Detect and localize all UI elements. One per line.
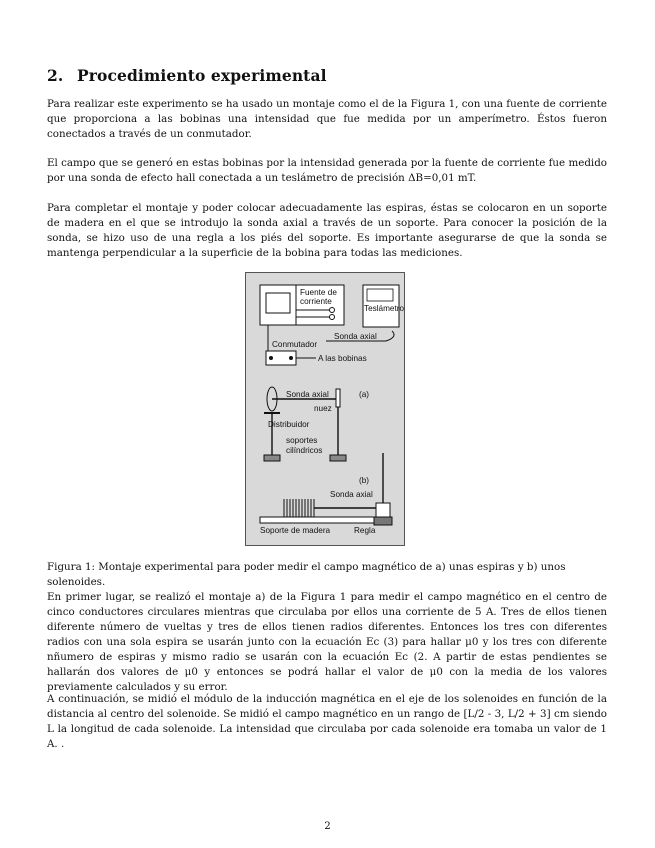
label-nuez: nuez	[314, 404, 332, 413]
paragraph-1: Para realizar este experimento se ha usado un montaje como el de la Figura 1, con una fuente de corriente que proporciona a las bobinas una intensidad que fue medida por un amperímetro. Éstos fueron conectados a través de un conmutador.	[47, 98, 607, 140]
label-distribuidor: Distribuidor	[268, 420, 310, 429]
section-title: Procedimiento experimental	[77, 66, 327, 85]
label-regla: Regla	[354, 526, 376, 535]
paragraph-3: Para completar el montaje y poder colocar adecuadamente las espiras, éstas se colocaron en un soporte de madera en el que se introdujo la sonda axial a través de un soporte. Para conocer la posición de la sonda, se hizo uso de una regla a los piés del soporte. Es importante asegurarse de que la sonda se mantenga perpendicular a la superficie de la bobina para todas las mediciones.	[47, 202, 607, 259]
paragraph-4: En primer lugar, se realizó el montaje a) de la Figura 1 para medir el campo magnético en el centro de cinco conductores circulares mientras que circulaba por ellos una corriente de 5 A. Tres de ellos tienen diferente número de vueltas y tres de ellos tienen radios diferentes. Entonces los tres con diferentes radios con una sola espira se usarán junto con la ecuación Ec (3) para hallar μ0 y los tres con diferente nñumero de espiras y mismo radio se usarán con la ecuación Ec (2. A partir de estas pendientes se hallarán dos valores de μ0 y entonces se podrá hallar el valor de μ0 con la media de los valores previamente calculados y su error.	[47, 591, 607, 693]
section-number: 2.	[47, 66, 64, 85]
label-soportes-1: soportes	[286, 436, 318, 445]
solenoid	[284, 499, 314, 517]
label-marker-b: (b)	[359, 476, 370, 485]
label-a-las-bobinas: A las bobinas	[318, 354, 367, 363]
label-sonda-axial-mid: Sonda axial	[286, 390, 329, 399]
figure-caption: Figura 1: Montaje experimental para poder medir el campo magnético de a) unas espiras y b) unos solenoides.	[47, 561, 566, 588]
label-marker-a: (a)	[359, 390, 370, 399]
label-fuente-2: corriente	[300, 297, 332, 306]
label-sonda-axial-top: Sonda axial	[334, 332, 377, 341]
label-teslametro: Teslámetro	[364, 304, 404, 313]
wood-base	[260, 517, 390, 523]
label-soportes-2: cilíndricos	[286, 446, 323, 455]
setup-diagram	[246, 273, 404, 545]
label-sonda-axial-bottom: Sonda axial	[330, 490, 373, 499]
label-soporte-madera: Soporte de madera	[260, 526, 331, 535]
paragraph-2: El campo que se generó en estas bobinas por la intensidad generada por la fuente de corriente fue medido por una sonda de efecto hall conectada a un teslámetro de precisión ΔB=0,01 mT.	[47, 157, 607, 184]
paragraph-5: A continuación, se midió el módulo de la inducción magnética en el eje de los solenoides en función de la distancia al centro del solenoide. Se midió el campo magnético en un rango de [L/2 - 3, L/2 + 3] cm siendo L la longitud de cada solenoide. La intensidad que circulaba por cada solenoide era tomaba un valor de 1 A. .	[47, 693, 607, 750]
section-heading	[47, 66, 327, 85]
label-conmutador: Conmutador	[272, 340, 318, 349]
page-number: 2	[324, 820, 331, 832]
label-fuente-1: Fuente de	[300, 288, 337, 297]
experimental-setup-figure	[245, 272, 405, 546]
